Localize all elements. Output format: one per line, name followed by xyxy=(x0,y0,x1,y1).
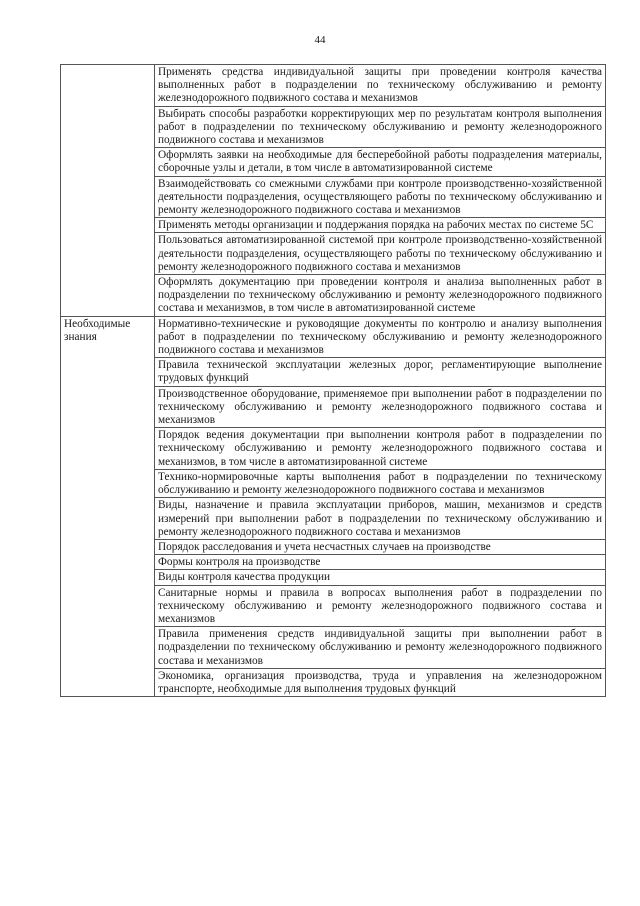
requirement-item: Нормативно-технические и руководящие документы по контролю и анализу выполнения работ в подразделении по техническому обслуживанию и ремонту железнодорожного подвижного состава и механизмов xyxy=(155,316,606,358)
requirement-item: Производственное оборудование, применяемое при выполнении работ в подразделении по техническому обслуживанию и ремонту железнодорожного подвижного состава и механизмов xyxy=(155,386,606,428)
requirement-item: Технико-нормировочные карты выполнения работ в подразделении по техническому обслуживанию и ремонту железнодорожного подвижного состава и механизмов xyxy=(155,469,606,497)
requirement-item: Применять средства индивидуальной защиты при проведении контроля качества выполненных работ в подразделении по техническому обслуживанию и ремонту железнодорожного подвижного состава и механизмов xyxy=(155,65,606,107)
requirement-item: Санитарные нормы и правила в вопросах выполнения работ в подразделении по техническому обслуживанию и ремонту железнодорожного подвижного состава и механизмов xyxy=(155,585,606,627)
requirement-item: Оформлять документацию при проведении контроля и анализа выполненных работ в подразделении по техническому обслуживанию и ремонту железнодорожного подвижного состава и механизмов, в том числе в автоматизированной системе xyxy=(155,275,606,317)
table-row xyxy=(61,65,606,107)
section-label-cell xyxy=(61,316,155,696)
page-number: 44 xyxy=(314,34,326,46)
requirement-item: Оформлять заявки на необходимые для бесперебойной работы подразделения материалы, сборочные узлы и детали, в том числе в автоматизированной системе xyxy=(155,148,606,176)
requirement-item: Применять методы организации и поддержания порядка на рабочих местах по системе 5С xyxy=(155,218,606,233)
requirement-item: Взаимодействовать со смежными службами при контроле производственно-хозяйственной деятельности подразделения, осуществляющего работы по техническому обслуживанию и ремонту железнодорожного подвижного состава и механизмов xyxy=(155,176,606,218)
requirement-item: Формы контроля на производстве xyxy=(155,555,606,570)
requirement-item: Виды, назначение и правила эксплуатации приборов, машин, механизмов и средств измерений при выполнении работ в подразделении по техническому обслуживанию и ремонту железнодорожного подвижного состава и механизмов xyxy=(155,498,606,540)
table-row xyxy=(61,316,606,358)
requirement-item: Правила применения средств индивидуальной защиты при выполнении работ в подразделении по техническому обслуживанию и ремонту железнодорожного подвижного состава и механизмов xyxy=(155,627,606,669)
requirement-item: Выбирать способы разработки корректирующих мер по результатам контроля выполнения работ в подразделении по техническому обслуживанию и ремонту железнодорожного подвижного состава и механизмов xyxy=(155,106,606,148)
table-body xyxy=(61,65,606,697)
requirement-item: Правила технической эксплуатации железных дорог, регламентирующие выполнение трудовых функций xyxy=(155,358,606,386)
requirement-item: Экономика, организация производства, труда и управления на железнодорожном транспорте, необходимые для выполнения трудовых функций xyxy=(155,668,606,696)
requirement-item: Порядок расследования и учета несчастных случаев на производстве xyxy=(155,539,606,554)
requirement-item: Пользоваться автоматизированной системой при контроле производственно-хозяйственной деятельности подразделения, осуществляющего работы по техническому обслуживанию и ремонту железнодорожного подвижного состава и механизмов xyxy=(155,233,606,275)
requirement-item: Порядок ведения документации при выполнении контроля работ в подразделении по техническому обслуживанию и ремонту железнодорожного подвижного состава и механизмов, в том числе в автоматизированной системе xyxy=(155,428,606,470)
requirement-item: Виды контроля качества продукции xyxy=(155,570,606,585)
section-label-cell xyxy=(61,65,155,317)
requirements-table xyxy=(60,64,606,697)
section-label: Необходимые знания xyxy=(64,317,131,343)
